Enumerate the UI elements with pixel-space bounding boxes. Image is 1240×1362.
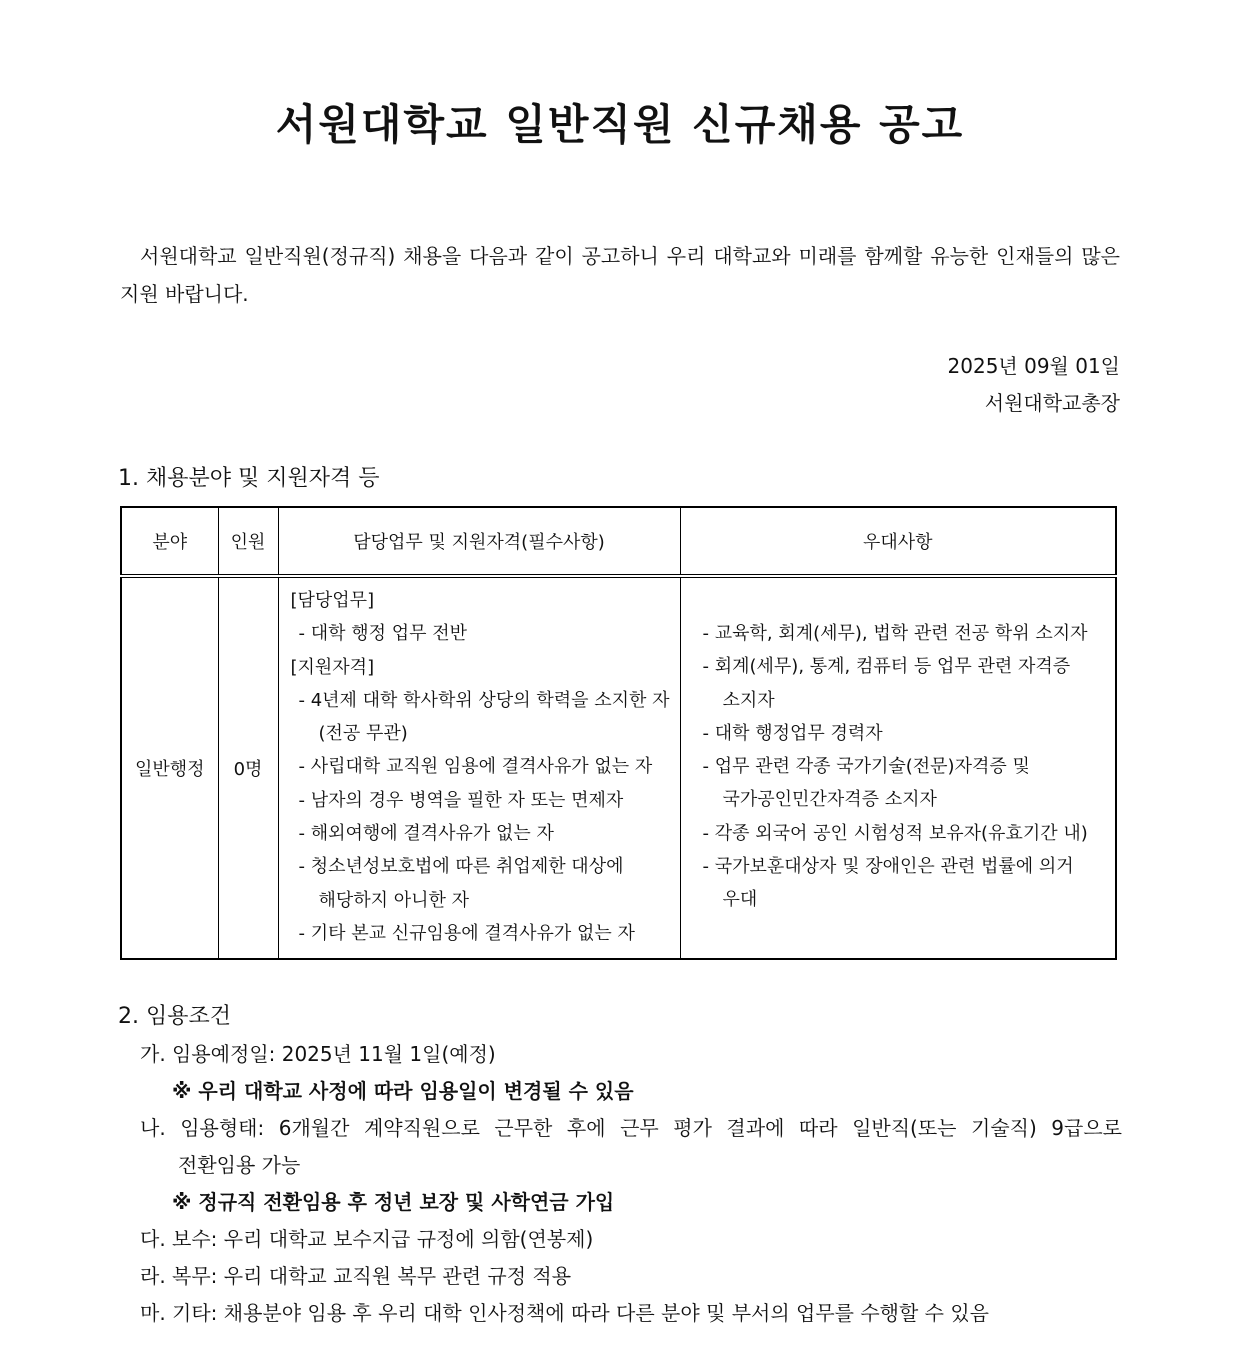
intro-paragraph: 서원대학교 일반직원(정규직) 채용을 다음과 같이 공고하니 우리 대학교와 미래를 함께할 유능한 인재들의 많은 지원 바랍니다. — [120, 244, 1120, 306]
qualification-item: - 기타 본교 신규임용에 결격사유가 없는 자 — [298, 922, 635, 944]
header-preferences: 우대사항 — [680, 507, 1116, 576]
condition-note: ※ 우리 대학교 사정에 따라 임용일이 변경될 수 있음 — [172, 1079, 634, 1103]
preference-item: - 국가보훈대상자 및 장애인은 관련 법률에 의거 — [702, 856, 1074, 878]
preference-item: - 회계(세무), 통계, 컴퓨터 등 업무 관련 자격증 — [702, 656, 1071, 678]
condition-employment-type: 나. 임용형태: 6개월간 계약직원으로 근무한 후에 근무 평가 결과에 따라 일반직(또는 기술직) 9급으로 — [140, 1116, 1122, 1140]
header-field: 분야 — [121, 507, 218, 576]
section-2-heading: 2. 임용조건 — [118, 1004, 231, 1029]
duty-item: - 대학 행정 업무 전반 — [298, 623, 467, 645]
condition-note: ※ 정규직 전환임용 후 정년 보장 및 사학연금 가입 — [172, 1190, 615, 1214]
announcement-date: 2025년 09월 01일 — [947, 354, 1120, 378]
preference-item: - 업무 관련 각종 국가기술(전문)자격증 및 — [702, 756, 1030, 778]
preference-item-continued: 소지자 — [722, 689, 775, 711]
section-1-heading: 1. 채용분야 및 지원자격 등 — [118, 466, 380, 491]
qualification-item: - 4년제 대학 학사학위 상당의 학력을 소지한 자 — [298, 689, 670, 711]
qualification-item: - 사립대학 교직원 임용에 결격사유가 없는 자 — [298, 756, 653, 778]
qualification-item: - 남자의 경우 병역을 필한 자 또는 면제자 — [298, 789, 624, 811]
announcement-signer: 서원대학교총장 — [984, 391, 1120, 415]
qualification-item-continued: 해당하지 아니한 자 — [318, 889, 470, 911]
table-header-row — [121, 507, 1116, 576]
table-row — [121, 576, 1116, 959]
preference-item-continued: 우대 — [722, 889, 758, 911]
condition-other: 마. 기타: 채용분야 임용 후 우리 대학 인사정책에 따라 다른 분야 및 부서의 업무를 수행할 수 있음 — [140, 1301, 989, 1325]
qualification-item: - 청소년성보호법에 따른 취업제한 대상에 — [298, 856, 624, 878]
condition-employment-type-continued: 전환임용 가능 — [178, 1153, 301, 1177]
qualification-item: - 해외여행에 결격사유가 없는 자 — [298, 823, 554, 845]
duties-cell — [278, 576, 680, 959]
preference-item: - 각종 외국어 공인 시험성적 보유자(유효기간 내) — [702, 822, 1088, 844]
employment-conditions — [140, 1036, 1122, 1332]
qualification-item-continued: (전공 무관) — [318, 723, 408, 745]
page-title: 서원대학교 일반직원 신규채용 공고 — [275, 100, 965, 149]
qualification-heading: [지원자격] — [290, 656, 375, 678]
condition-service: 라. 복무: 우리 대학교 교직원 복무 관련 규정 적용 — [140, 1264, 572, 1288]
preference-item: - 대학 행정업무 경력자 — [702, 722, 883, 744]
condition-salary: 다. 보수: 우리 대학교 보수지급 규정에 의함(연봉제) — [140, 1227, 594, 1251]
preference-item: - 교육학, 회계(세무), 법학 관련 전공 학위 소지자 — [702, 623, 1088, 644]
recruitment-table — [120, 506, 1117, 960]
header-count: 인원 — [218, 507, 278, 576]
count-cell: 0명 — [218, 576, 278, 959]
header-duties: 담당업무 및 지원자격(필수사항) — [278, 507, 680, 576]
condition-start-date: 가. 임용예정일: 2025년 11월 1일(예정) — [140, 1042, 496, 1066]
field-cell: 일반행정 — [121, 576, 218, 959]
preference-item-continued: 국가공인민간자격증 소지자 — [722, 789, 937, 811]
duty-heading: [담당업무] — [290, 590, 375, 611]
preferences-cell — [680, 576, 1116, 959]
